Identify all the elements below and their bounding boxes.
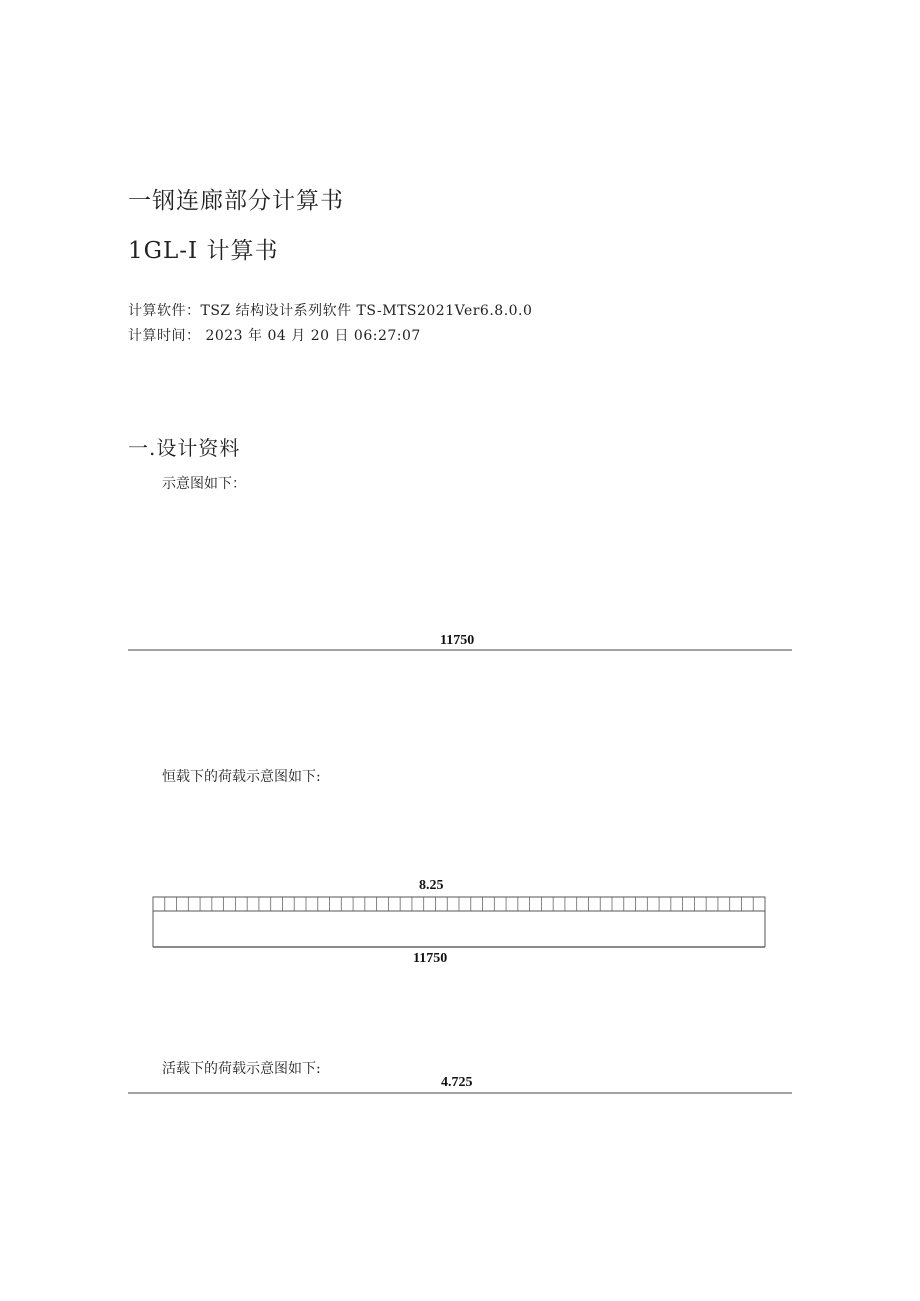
calc-time: 计算时间： 2023 年 04 月 20 日 06:27:07 [128,328,421,344]
dead-load-diagram [153,897,765,947]
dead-load-value-label: 8.25 [419,878,444,893]
live-load-value-label: 4.725 [441,1075,473,1090]
document-title: 一钢连廊部分计算书 [128,188,344,214]
software-info: 计算软件：TSZ 结构设计系列软件 TS-MTS2021Ver6.8.0.0 [128,303,533,319]
live-load-intro: 活载下的荷载示意图如下: [162,1061,321,1077]
section-heading: 一.设计资料 [128,436,241,460]
document-subtitle: 1GL-I 计算书 [128,238,279,264]
diagram-intro: 示意图如下： [162,476,246,492]
dead-load-intro: 恒载下的荷载示意图如下: [162,769,321,785]
dead-load-span-label: 11750 [413,951,448,966]
span-dimension-label: 11750 [440,633,475,648]
dead-load-arrows [153,897,765,911]
